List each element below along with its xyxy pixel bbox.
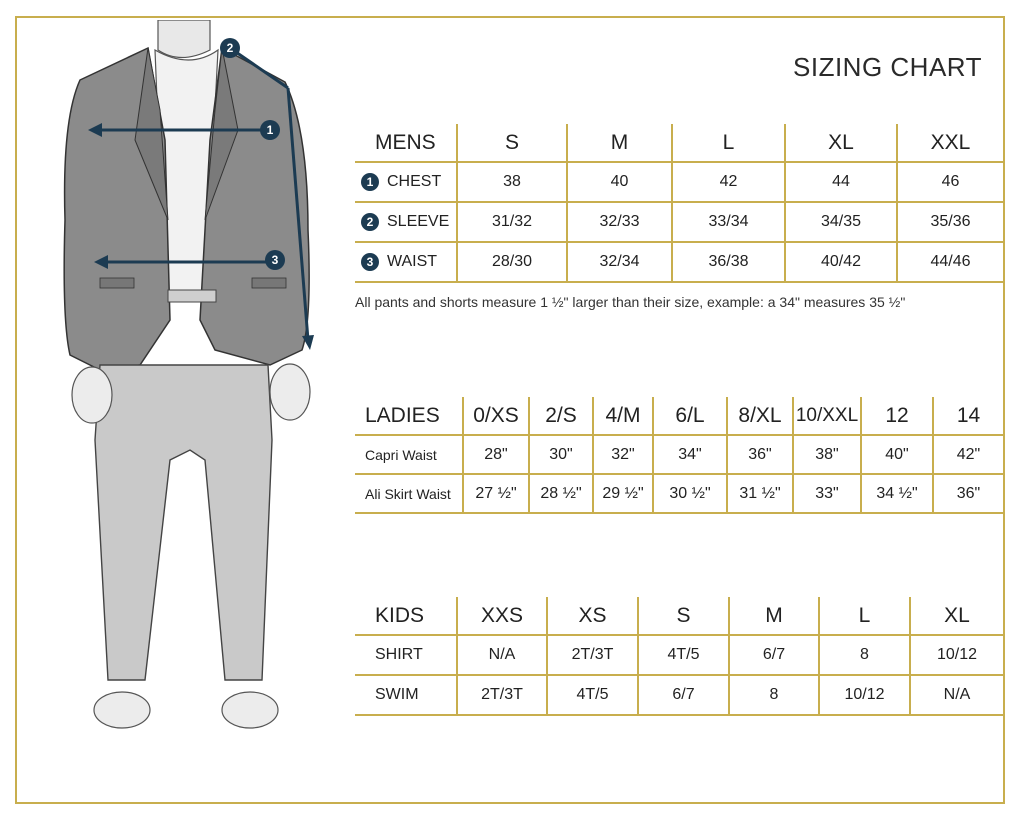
row-label: 3 WAIST [355, 242, 457, 282]
cell: 42" [933, 435, 1003, 474]
cell: 36/38 [672, 242, 785, 282]
cell: 33/34 [672, 202, 785, 242]
ladies-size: 12 [861, 397, 933, 435]
cell: 27 ½" [463, 474, 529, 513]
kids-size: S [638, 597, 729, 635]
cell: 8 [819, 635, 910, 675]
cell: 28 ½" [529, 474, 593, 513]
cell: 30" [529, 435, 593, 474]
cell: 44/46 [897, 242, 1003, 282]
cell: 40/42 [785, 242, 897, 282]
cell: 34 ½" [861, 474, 933, 513]
cell: 10/12 [819, 675, 910, 715]
ladies-size: 6/L [653, 397, 727, 435]
row-label: Ali Skirt Waist [355, 474, 463, 513]
ladies-size: 0/XS [463, 397, 529, 435]
page-title: SIZING CHART [793, 52, 982, 82]
kids-size: XXS [457, 597, 547, 635]
kids-row-swim [355, 675, 1003, 715]
cell: 42 [672, 162, 785, 202]
cell: 38 [457, 162, 567, 202]
cell: 8 [729, 675, 819, 715]
cell: 34" [653, 435, 727, 474]
row-label: 1 CHEST [355, 162, 457, 202]
ladies-size: 4/M [593, 397, 653, 435]
marker-2-icon: 2 [220, 38, 240, 58]
mens-size-m: M [567, 124, 672, 162]
row-label: SHIRT [355, 635, 457, 675]
mens-size-xl: XL [785, 124, 897, 162]
cell: 29 ½" [593, 474, 653, 513]
cell: 31/32 [457, 202, 567, 242]
kids-size-table [355, 597, 1003, 716]
ladies-header: LADIES [355, 397, 463, 435]
mens-row-sleeve [355, 202, 1003, 242]
ladies-size: 14 [933, 397, 1003, 435]
cell: N/A [910, 675, 1003, 715]
kids-size: M [729, 597, 819, 635]
cell: 4T/5 [547, 675, 638, 715]
mens-row-waist [355, 242, 1003, 282]
cell: 40" [861, 435, 933, 474]
cell: 36" [727, 435, 793, 474]
ladies-size: 10/XXL [793, 397, 861, 435]
cell: 28" [463, 435, 529, 474]
cell: 33" [793, 474, 861, 513]
cell: 40 [567, 162, 672, 202]
cell: 2T/3T [547, 635, 638, 675]
kids-size: L [819, 597, 910, 635]
kids-size: XL [910, 597, 1003, 635]
cell: 32" [593, 435, 653, 474]
cell: 32/34 [567, 242, 672, 282]
row-label: 2 SLEEVE [355, 202, 457, 242]
cell: 32/33 [567, 202, 672, 242]
cell: 6/7 [729, 635, 819, 675]
marker-1-icon: 1 [260, 120, 280, 140]
mens-size-s: S [457, 124, 567, 162]
kids-header: KIDS [355, 597, 457, 635]
marker-1-icon: 1 [361, 173, 379, 191]
cell: 6/7 [638, 675, 729, 715]
cell: 38" [793, 435, 861, 474]
mens-size-l: L [672, 124, 785, 162]
cell: 44 [785, 162, 897, 202]
cell: 35/36 [897, 202, 1003, 242]
pants-note: All pants and shorts measure 1 ½" larger than their size, example: a 34" measures 35 ½" [355, 294, 906, 310]
ladies-size: 8/XL [727, 397, 793, 435]
suit-illustration [40, 20, 340, 740]
kids-size: XS [547, 597, 638, 635]
cell: N/A [457, 635, 547, 675]
cell: 31 ½" [727, 474, 793, 513]
cell: 2T/3T [457, 675, 547, 715]
marker-3-icon: 3 [361, 253, 379, 271]
ladies-row-ali-skirt [355, 474, 1003, 513]
mens-size-table [355, 124, 1003, 283]
ladies-size-table [355, 397, 1003, 514]
mens-size-xxl: XXL [897, 124, 1003, 162]
row-label: SWIM [355, 675, 457, 715]
marker-3-icon: 3 [265, 250, 285, 270]
mens-row-chest [355, 162, 1003, 202]
cell: 36" [933, 474, 1003, 513]
marker-2-icon: 2 [361, 213, 379, 231]
cell: 10/12 [910, 635, 1003, 675]
cell: 46 [897, 162, 1003, 202]
ladies-row-capri [355, 435, 1003, 474]
kids-row-shirt [355, 635, 1003, 675]
mens-header: MENS [355, 124, 457, 162]
cell: 34/35 [785, 202, 897, 242]
ladies-size: 2/S [529, 397, 593, 435]
cell: 30 ½" [653, 474, 727, 513]
cell: 4T/5 [638, 635, 729, 675]
row-label: Capri Waist [355, 435, 463, 474]
cell: 28/30 [457, 242, 567, 282]
